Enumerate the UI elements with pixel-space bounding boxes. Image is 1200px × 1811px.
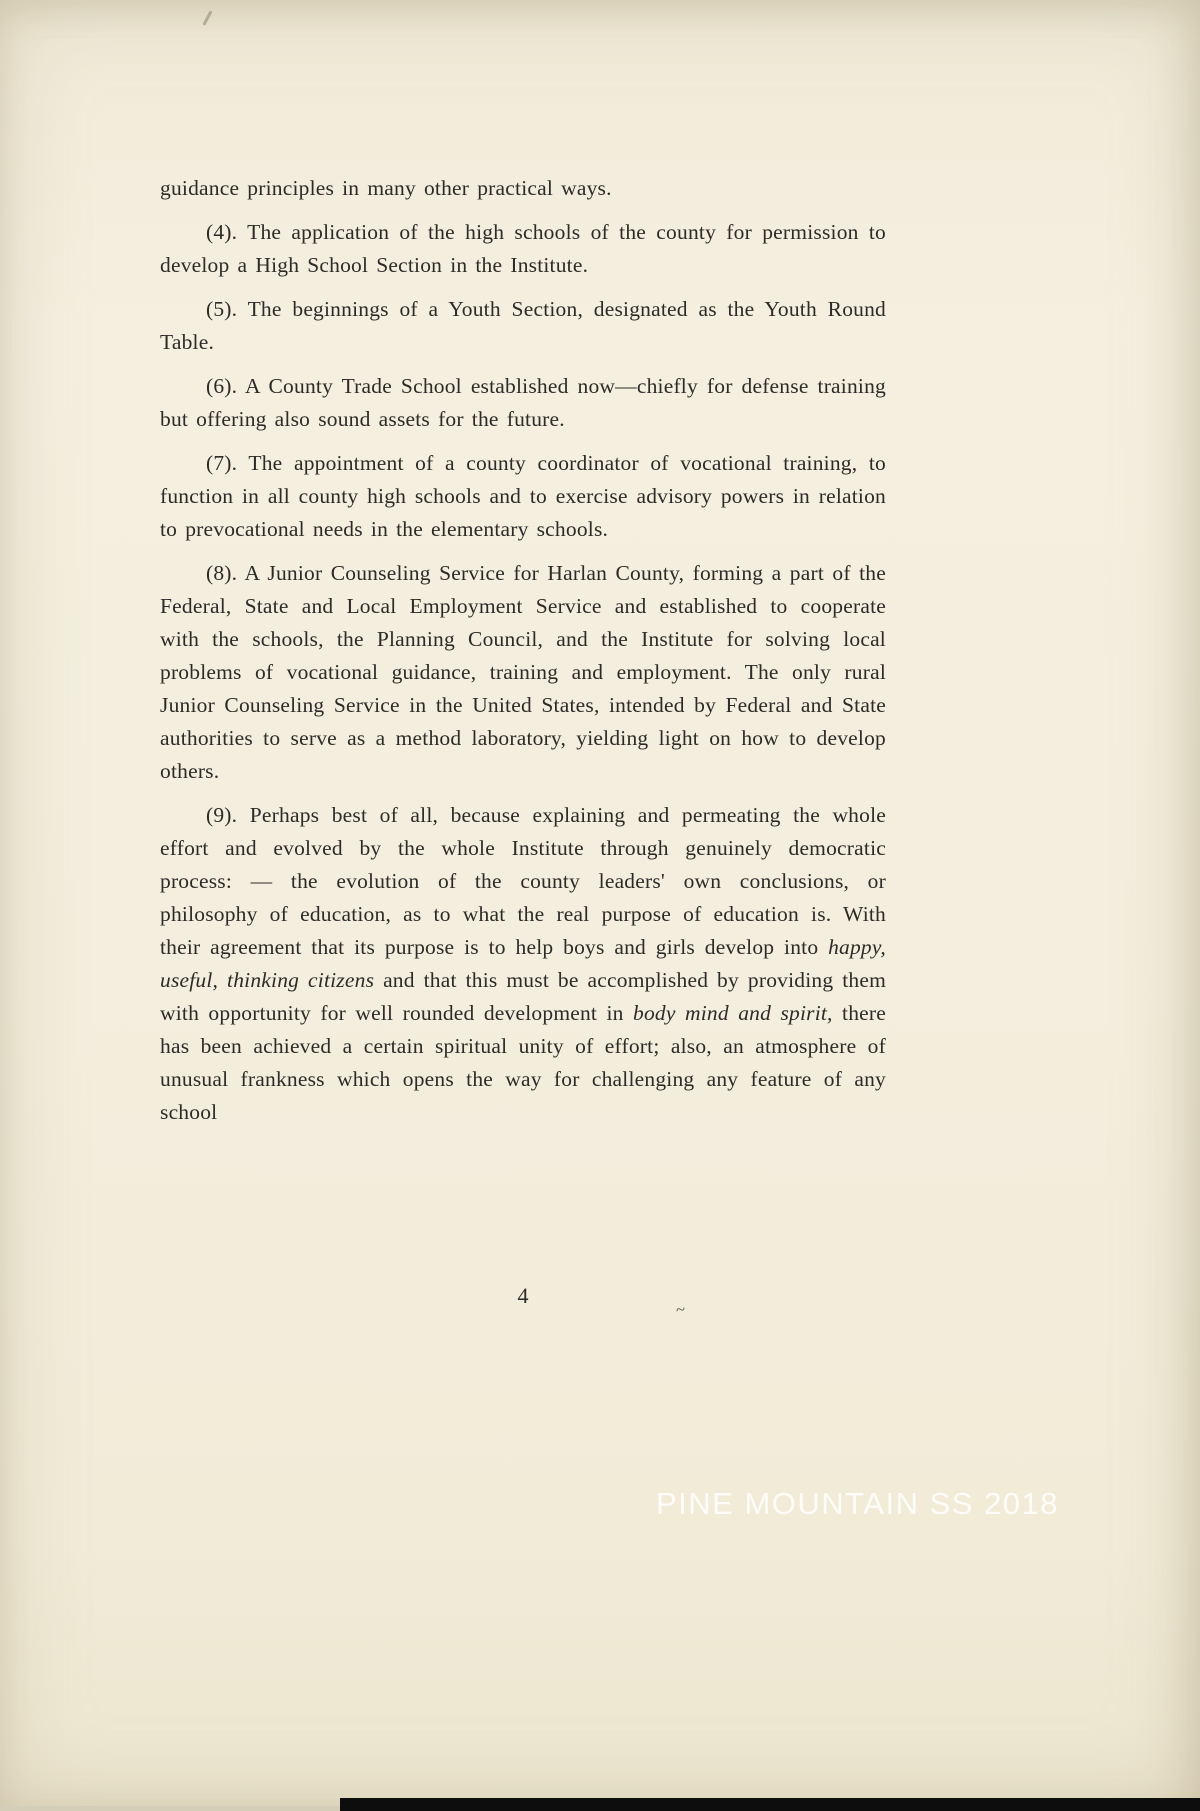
text-run: there has been achieved a certain spiritual unity of effort; also, an atmosphere of unusual frankness which opens the way for challenging any feature of any school	[160, 1001, 886, 1124]
page-number: 4	[517, 1283, 529, 1308]
paragraph-item-9	[160, 799, 886, 1129]
handwritten-mark: ~	[674, 1299, 687, 1320]
text-run-italic: body mind and spirit,	[633, 1001, 833, 1025]
paragraph-item-8: (8). A Junior Counseling Service for Harlan County, forming a part of the Federal, State and Local Employment Service and established to cooperate with the schools, the Planning Council, and the Institute for solving local problems of vocational guidance, training and employment. The only rural Junior Counseling Service in the United States, intended by Federal and State authorities to serve as a method laboratory, yielding light on how to develop others.	[160, 561, 886, 783]
text-run-italic: happy, useful, thinking citizens	[160, 935, 886, 992]
text-run: (9). Perhaps best of all, because explaining and permeating the whole effort and evolved by the whole Institute through genuinely democratic process: — the evolution of the county leaders' own conclusions, or philosophy of education, as to what the real purpose of education is. With their agreement that its purpose is to help boys and girls develop into	[160, 803, 886, 959]
scan-edge-shadow	[0, 1806, 340, 1811]
paragraph-item-7: (7). The appointment of a county coordinator of vocational training, to function in all county high schools and to exercise advisory powers in relation to prevocational needs in the elementary schools.	[160, 451, 886, 541]
paragraph-item-6: (6). A County Trade School established now—chiefly for defense training but offering also sound assets for the future.	[160, 374, 886, 431]
scan-edge-bar	[340, 1798, 1200, 1811]
paragraph-item-4: (4). The application of the high schools of the county for permission to develop a High School Section in the Institute.	[160, 220, 886, 277]
paragraph-continuation: guidance principles in many other practical ways.	[160, 176, 612, 200]
page-footer	[160, 1283, 886, 1309]
text-block	[160, 172, 886, 1140]
paragraph-item-5: (5). The beginnings of a Youth Section, designated as the Youth Round Table.	[160, 297, 886, 354]
watermark: PINE MOUNTAIN SS 2018	[656, 1486, 1060, 1521]
text-run: and that this must be accomplished by providing them with opportunity for well rounded development in	[160, 968, 887, 1025]
